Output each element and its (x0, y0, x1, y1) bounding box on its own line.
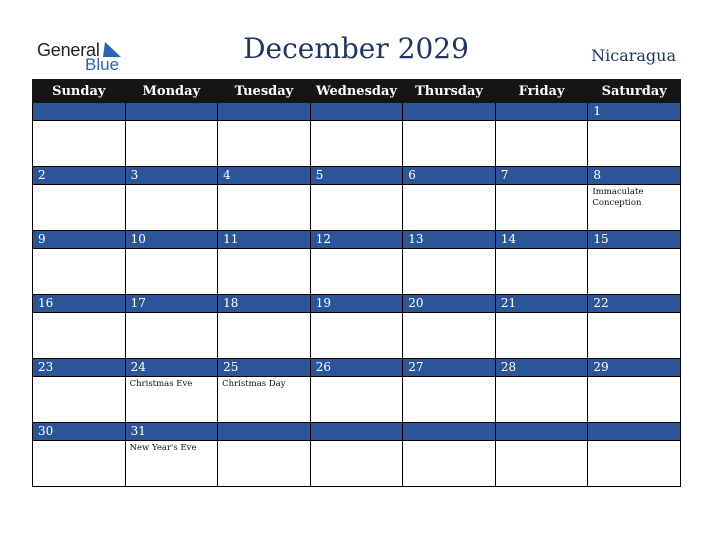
week-event-row (33, 313, 681, 359)
holiday-label (33, 121, 125, 123)
day-cell (588, 313, 681, 359)
day-cell (310, 377, 403, 423)
day-number: 30 (38, 424, 54, 438)
week-number-row (33, 423, 681, 441)
day-cell (125, 185, 218, 231)
calendar-grid (32, 79, 681, 487)
day-number: 26 (315, 360, 331, 374)
day-number: 16 (38, 296, 54, 310)
day-number: 17 (130, 296, 146, 310)
day-number-cell (125, 295, 218, 313)
holiday-label (496, 121, 588, 123)
day-number-cell (495, 359, 588, 377)
day-cell (588, 185, 681, 231)
day-cell (125, 441, 218, 487)
day-number-cell (125, 167, 218, 185)
day-number-cell (218, 359, 311, 377)
weekday-header: Thursday (403, 80, 496, 103)
holiday-label (403, 249, 495, 251)
day-number-cell (588, 359, 681, 377)
day-cell (310, 121, 403, 167)
day-cell (218, 185, 311, 231)
day-number-cell (33, 359, 126, 377)
day-number: 14 (500, 232, 517, 246)
weekday-header: Saturday (588, 80, 681, 103)
week-number-row (33, 231, 681, 249)
holiday-label (33, 377, 125, 379)
holiday-label (311, 377, 403, 379)
holiday-label (126, 249, 218, 251)
logo-text-blue: Blue (85, 55, 120, 74)
day-number-cell (310, 231, 403, 249)
day-number-cell (588, 423, 681, 441)
day-number-cell (310, 103, 403, 121)
day-cell (125, 249, 218, 295)
holiday-label (588, 377, 680, 379)
holiday-label (218, 121, 310, 123)
day-number: 18 (223, 296, 239, 310)
day-cell (403, 121, 496, 167)
day-cell (495, 313, 588, 359)
day-number: 20 (408, 296, 424, 310)
day-cell (495, 441, 588, 487)
day-number: 15 (593, 232, 609, 246)
day-number-cell (125, 231, 218, 249)
logo-text-general: General (37, 40, 100, 60)
day-cell (495, 377, 588, 423)
holiday-label (311, 185, 403, 187)
day-number: 9 (38, 232, 46, 246)
day-number-cell (588, 295, 681, 313)
day-cell (588, 121, 681, 167)
day-number: 6 (408, 168, 416, 182)
day-cell (495, 185, 588, 231)
day-cell (588, 377, 681, 423)
holiday-label (126, 313, 218, 315)
day-number-cell (218, 231, 311, 249)
day-number-cell (125, 423, 218, 441)
day-number-cell (33, 231, 126, 249)
holiday-label (588, 313, 680, 315)
day-number-cell (495, 231, 588, 249)
day-number: 12 (315, 232, 331, 246)
day-number: 13 (408, 232, 424, 246)
page-title: December 2029 (243, 32, 469, 65)
day-cell (218, 377, 311, 423)
holiday-label: Immaculate Conception (592, 187, 644, 208)
holiday-label (126, 121, 218, 123)
day-number-cell (310, 167, 403, 185)
day-number-cell (218, 103, 311, 121)
holiday-label (403, 441, 495, 443)
day-cell (310, 313, 403, 359)
day-cell (310, 249, 403, 295)
day-number: 31 (130, 424, 146, 438)
holiday-label: New Year's Eve (129, 443, 197, 453)
day-number: 10 (130, 232, 146, 246)
day-cell (403, 249, 496, 295)
day-number: 22 (593, 296, 609, 310)
holiday-label (403, 185, 495, 187)
day-number: 21 (500, 296, 517, 310)
weekday-header: Sunday (33, 80, 126, 103)
day-number-cell (495, 423, 588, 441)
day-cell (33, 377, 126, 423)
holiday-label (403, 313, 495, 315)
day-number-cell (310, 295, 403, 313)
holiday-label (218, 441, 310, 443)
day-number: 11 (223, 232, 239, 246)
week-event-row (33, 441, 681, 487)
week-event-row (33, 249, 681, 295)
day-number-cell (588, 103, 681, 121)
week-number-row (33, 295, 681, 313)
holiday-label (588, 441, 680, 443)
day-cell (125, 313, 218, 359)
day-number: 25 (223, 360, 239, 374)
week-number-row (33, 359, 681, 377)
holiday-label (33, 313, 125, 315)
holiday-label (403, 377, 495, 379)
day-cell (495, 121, 588, 167)
holiday-label (496, 313, 588, 315)
holiday-label (496, 377, 588, 379)
day-cell (310, 185, 403, 231)
holiday-label (218, 313, 310, 315)
day-number-cell (125, 103, 218, 121)
holiday-label (588, 121, 680, 123)
holiday-label (496, 185, 588, 187)
day-number: 3 (130, 168, 139, 182)
day-cell (125, 121, 218, 167)
day-cell (33, 185, 126, 231)
day-cell (495, 249, 588, 295)
week-event-row (33, 185, 681, 231)
holiday-label (403, 121, 495, 123)
holiday-label (33, 249, 125, 251)
holiday-label: Christmas Eve (129, 379, 193, 389)
day-number: 29 (593, 360, 609, 374)
day-number-cell (33, 295, 126, 313)
holiday-label (33, 185, 125, 187)
weekday-header-row (33, 80, 681, 103)
country-label: Nicaragua (591, 46, 676, 65)
day-number: 2 (38, 168, 46, 182)
day-number-cell (495, 295, 588, 313)
holiday-label (496, 441, 588, 443)
holiday-label (218, 249, 310, 251)
day-cell (218, 121, 311, 167)
day-cell (33, 313, 126, 359)
day-cell (218, 249, 311, 295)
holiday-label (311, 121, 403, 123)
day-number-cell (403, 295, 496, 313)
day-number-cell (588, 167, 681, 185)
day-cell (403, 441, 496, 487)
day-cell (218, 441, 311, 487)
weekday-header: Monday (125, 80, 218, 103)
day-number: 24 (130, 360, 146, 374)
holiday-label (311, 313, 403, 315)
holiday-label (311, 249, 403, 251)
day-number-cell (310, 423, 403, 441)
day-cell (33, 249, 126, 295)
day-number-cell (33, 103, 126, 121)
holiday-label: Christmas Day (222, 379, 286, 389)
day-number-cell (310, 359, 403, 377)
day-cell (588, 441, 681, 487)
day-number-cell (495, 103, 588, 121)
day-number-cell (218, 295, 311, 313)
holiday-label (33, 441, 125, 443)
day-cell (310, 441, 403, 487)
day-cell (33, 121, 126, 167)
day-number-cell (218, 423, 311, 441)
day-number: 27 (408, 360, 424, 374)
weekday-header: Tuesday (218, 80, 311, 103)
day-cell (403, 313, 496, 359)
day-number: 8 (593, 168, 602, 182)
day-number-cell (588, 231, 681, 249)
weekday-header: Friday (495, 80, 588, 103)
day-number: 19 (315, 296, 331, 310)
weekday-header: Wednesday (310, 80, 403, 103)
day-cell (125, 377, 218, 423)
holiday-label (126, 185, 218, 187)
day-number: 23 (38, 360, 54, 374)
day-number: 7 (500, 168, 509, 182)
day-number-cell (218, 167, 311, 185)
day-cell (33, 441, 126, 487)
day-number-cell (33, 167, 126, 185)
day-number-cell (403, 423, 496, 441)
holiday-label (311, 441, 403, 443)
week-event-row (33, 121, 681, 167)
week-number-row (33, 103, 681, 121)
day-number-cell (403, 167, 496, 185)
week-number-row (33, 167, 681, 185)
day-number-cell (403, 231, 496, 249)
day-number-cell (125, 359, 218, 377)
day-number: 28 (500, 360, 517, 374)
day-number-cell (403, 103, 496, 121)
day-cell (403, 377, 496, 423)
holiday-label (496, 249, 588, 251)
day-number-cell (495, 167, 588, 185)
day-number-cell (403, 359, 496, 377)
day-cell (218, 313, 311, 359)
day-cell (588, 249, 681, 295)
week-event-row (33, 377, 681, 423)
holiday-label (588, 249, 680, 251)
day-number: 1 (593, 104, 602, 118)
day-number: 5 (315, 168, 324, 182)
day-number-cell (33, 423, 126, 441)
holiday-label (218, 185, 310, 187)
day-cell (403, 185, 496, 231)
day-number: 4 (223, 168, 231, 182)
